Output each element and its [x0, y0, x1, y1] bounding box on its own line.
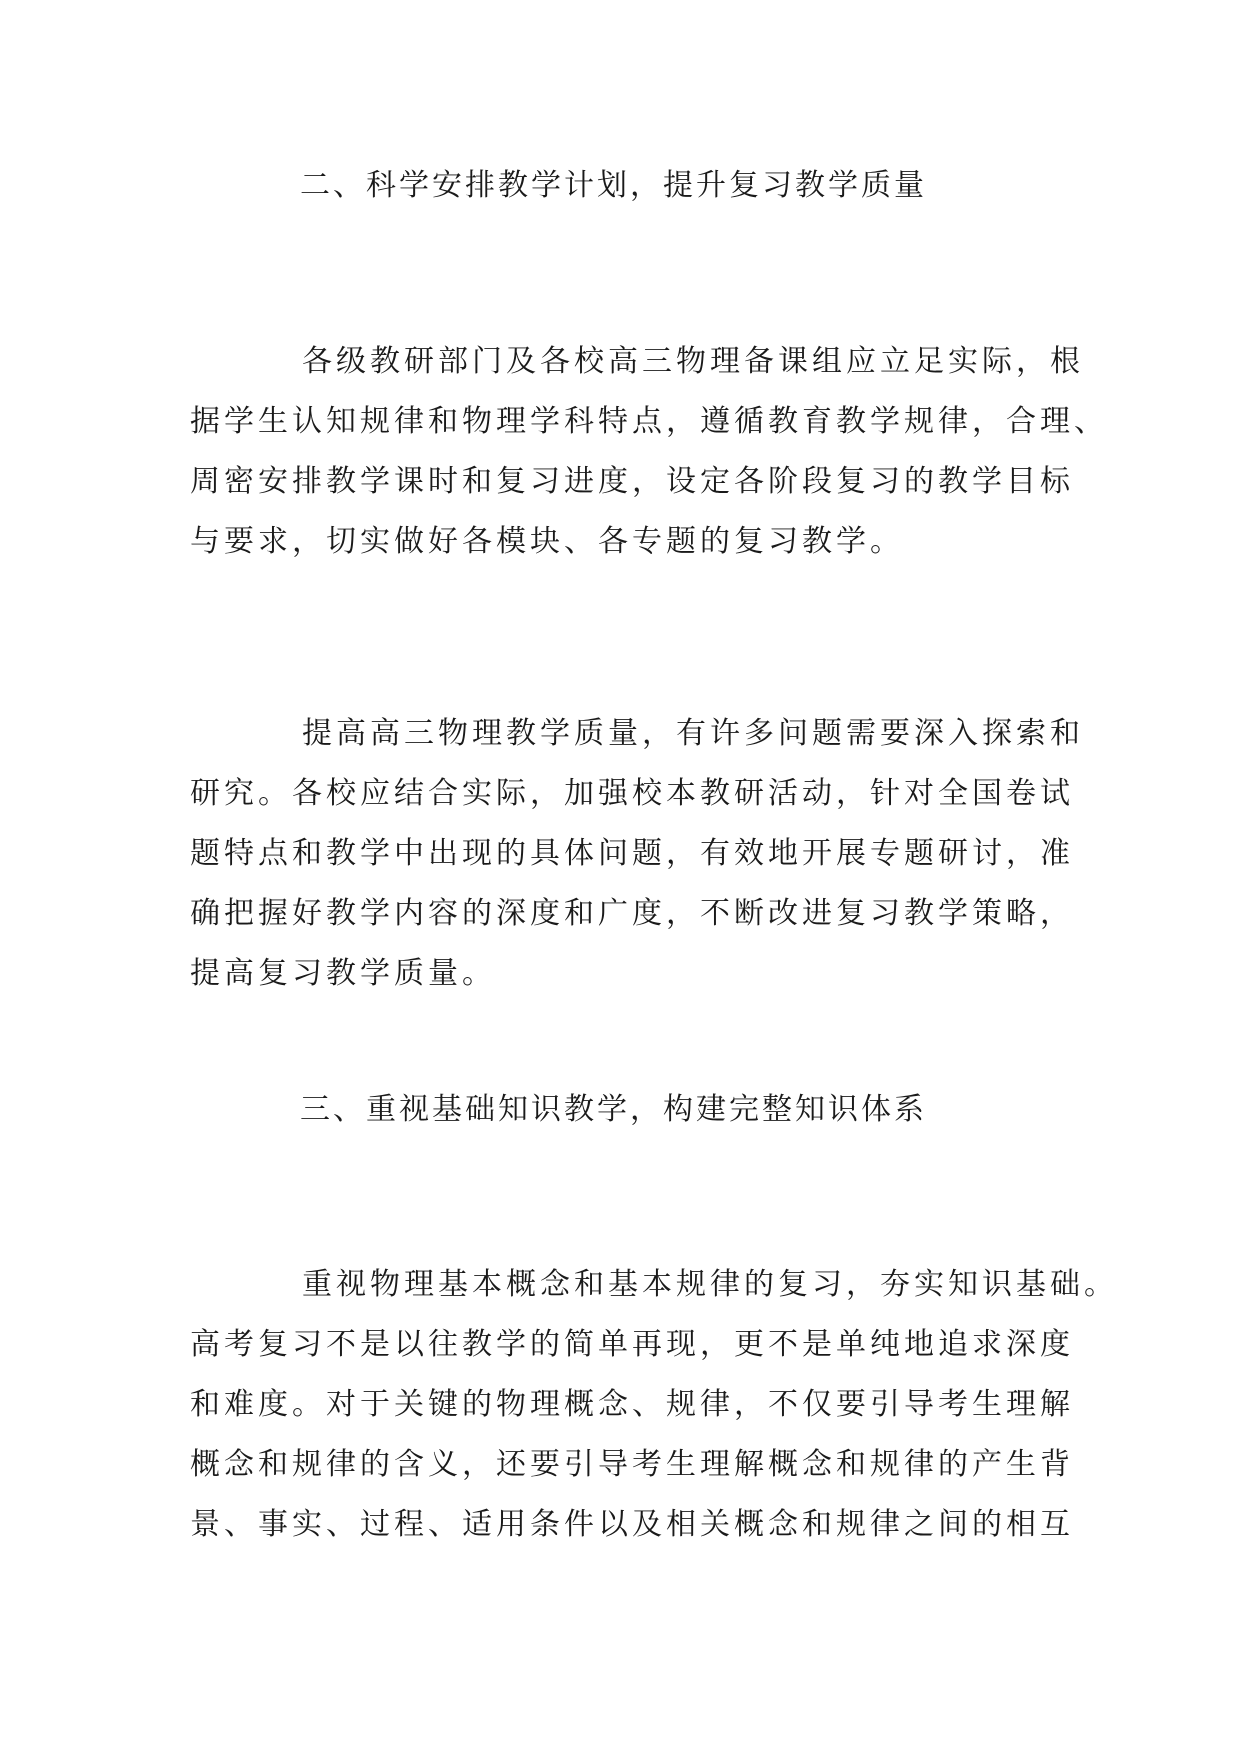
paragraph-line: 确把握好教学内容的深度和广度，不断改进复习教学策略， [190, 896, 1074, 931]
paragraph-line: 提高高三物理教学质量，有许多问题需要深入探索和 [302, 716, 1084, 751]
paragraph-line: 概念和规律的含义，还要引导考生理解概念和规律的产生背 [190, 1447, 1074, 1482]
section-heading-2: 二、科学安排教学计划，提升复习教学质量 [300, 168, 927, 203]
paragraph-line: 提高复习教学质量。 [190, 956, 496, 991]
paragraph-line: 题特点和教学中出现的具体问题，有效地开展专题研讨，准 [190, 836, 1074, 871]
paragraph-2 [190, 704, 1084, 1004]
paragraph-line: 周密安排教学课时和复习进度，设定各阶段复习的教学目标 [190, 464, 1074, 499]
paragraph-line: 各级教研部门及各校高三物理备课组应立足实际，根 [302, 344, 1084, 379]
paragraph-line: 据学生认知规律和物理学科特点，遵循教育教学规律，合理、 [190, 404, 1108, 439]
paragraph-line: 研究。各校应结合实际，加强校本教研活动，针对全国卷试 [190, 776, 1074, 811]
paragraph-line: 高考复习不是以往教学的简单再现，更不是单纯地追求深度 [190, 1327, 1074, 1362]
paragraph-1 [190, 332, 1108, 572]
paragraph-line: 景、事实、过程、适用条件以及相关概念和规律之间的相互 [190, 1507, 1074, 1542]
paragraph-line: 重视物理基本概念和基本规律的复习，夯实知识基础。 [302, 1267, 1118, 1302]
paragraph-line: 与要求，切实做好各模块、各专题的复习教学。 [190, 524, 904, 559]
section-heading-3: 三、重视基础知识教学，构建完整知识体系 [300, 1092, 927, 1127]
paragraph-3 [190, 1255, 1118, 1555]
paragraph-line: 和难度。对于关键的物理概念、规律，不仅要引导考生理解 [190, 1387, 1074, 1422]
